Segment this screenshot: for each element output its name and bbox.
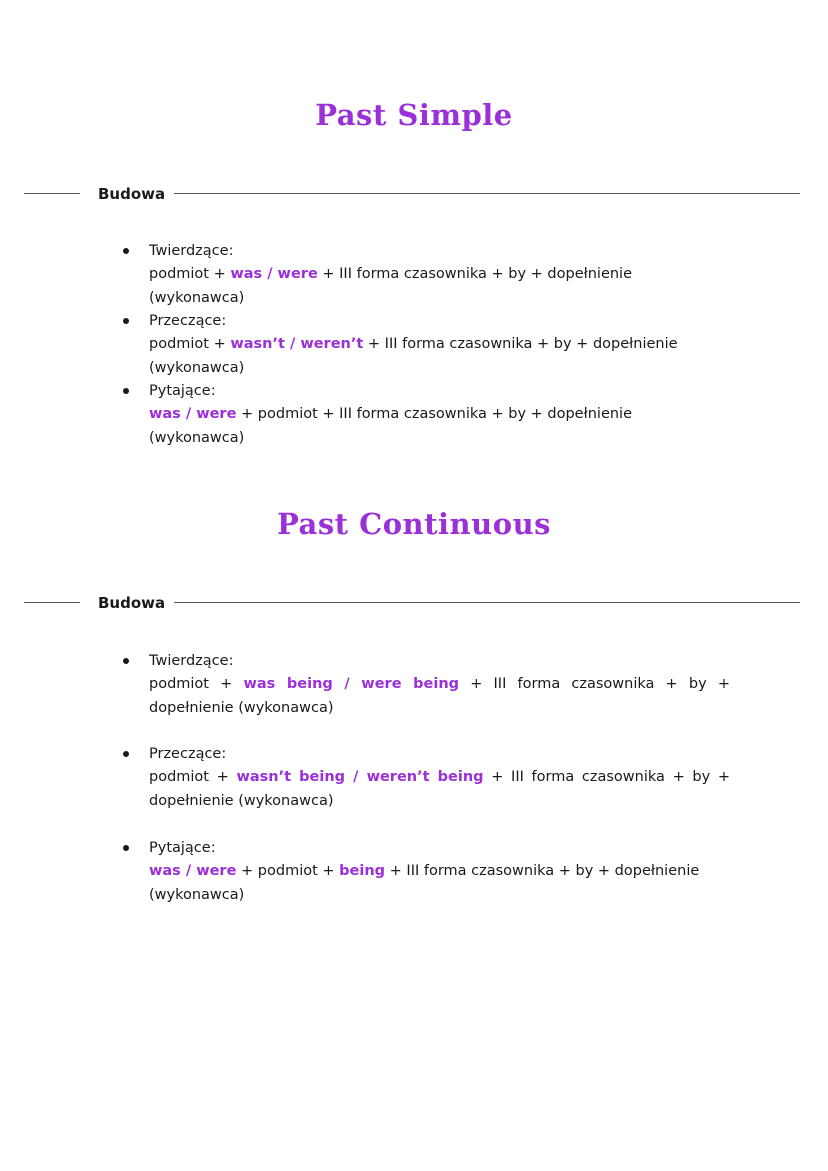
highlighted-verb-form: wasn’t / weren’t xyxy=(230,336,364,352)
item-formula xyxy=(149,333,730,380)
divider-rule-left xyxy=(24,193,80,194)
section-divider-past-continuous xyxy=(24,593,800,613)
item-formula xyxy=(149,766,730,813)
item-formula xyxy=(149,860,730,907)
formula-text: + III forma czasownika + by + dopełnienie (wykonawca) xyxy=(149,676,730,716)
item-label: Przeczące: xyxy=(149,313,227,329)
divider-rule-left xyxy=(24,602,80,603)
bullet-icon xyxy=(123,845,129,851)
section-divider-past-simple xyxy=(24,184,800,204)
highlighted-verb-form: was being / were being xyxy=(243,676,460,692)
bullet-icon xyxy=(123,658,129,664)
bullet-icon xyxy=(123,318,129,324)
highlighted-verb-form: was / were xyxy=(149,406,237,422)
highlighted-verb-form: was / were xyxy=(149,863,237,879)
highlighted-verb-form: was / were xyxy=(230,266,318,282)
bullet-icon xyxy=(123,248,129,254)
formula-text: podmiot + xyxy=(149,676,244,692)
formula-text: + podmiot + xyxy=(236,863,340,879)
item-formula xyxy=(149,263,730,310)
divider-rule-right xyxy=(174,193,800,194)
divider-label: Budowa xyxy=(98,594,166,612)
formula-text: + III forma czasownika + by + dopełnienie (wykonawca) xyxy=(149,769,730,809)
item-label: Twierdzące: xyxy=(149,243,234,259)
item-formula xyxy=(149,403,730,450)
formula-text: + III forma czasownika + by + dopełnienie (wykonawca) xyxy=(149,266,633,306)
divider-label: Budowa xyxy=(98,185,166,203)
item-label: Pytające: xyxy=(149,840,216,856)
item-label: Pytające: xyxy=(149,383,216,399)
item-label: Przeczące: xyxy=(149,746,227,762)
bullet-icon xyxy=(123,388,129,394)
formula-text: + III forma czasownika + by + dopełnienie (wykonawca) xyxy=(149,863,700,903)
formula-text: + III forma czasownika + by + dopełnienie (wykonawca) xyxy=(149,336,678,376)
bullet-icon xyxy=(123,751,129,757)
formula-text: podmiot + xyxy=(149,769,237,785)
formula-text: + podmiot + III forma czasownika + by + dopełnienie (wykonawca) xyxy=(149,406,633,446)
item-label: Twierdzące: xyxy=(149,653,234,669)
highlighted-verb-form: being xyxy=(339,863,386,879)
formula-text: podmiot + xyxy=(149,266,231,282)
highlighted-verb-form: wasn’t being / weren’t being xyxy=(236,769,484,785)
section-title-past-simple: Past Simple xyxy=(315,98,513,132)
divider-rule-right xyxy=(174,602,800,603)
section-title-past-continuous: Past Continuous xyxy=(277,507,551,541)
formula-text: podmiot + xyxy=(149,336,231,352)
item-formula xyxy=(149,673,730,720)
